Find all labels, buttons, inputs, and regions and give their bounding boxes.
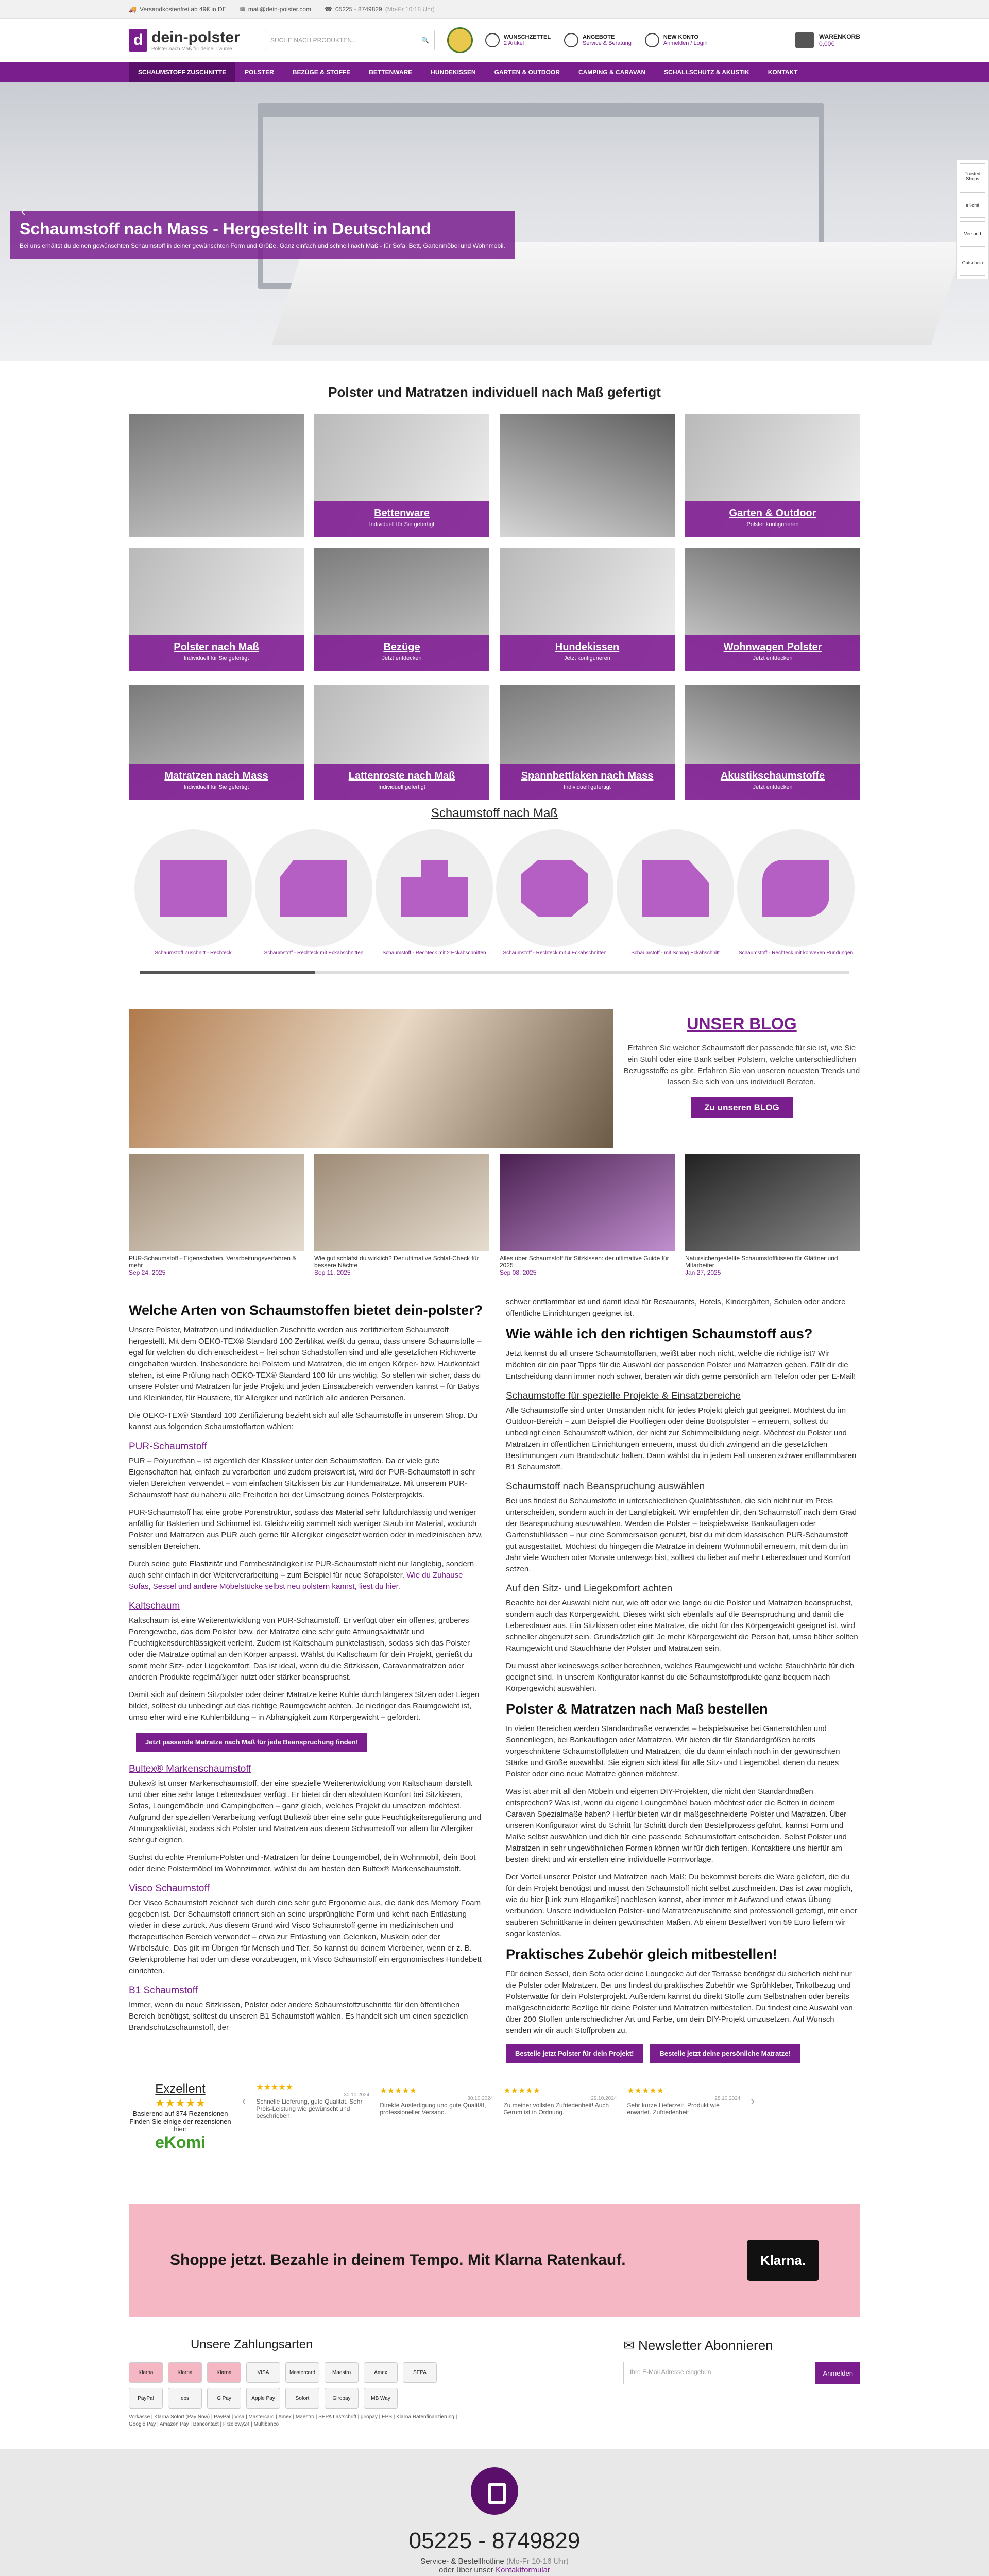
newsletter-submit-button[interactable]: Anmelden [815, 2362, 860, 2384]
order-polster-button[interactable]: Bestelle jetzt Polster für dein Projekt! [506, 2044, 643, 2063]
mail-icon: ✉ [240, 6, 245, 13]
trust-seal-icon [447, 27, 473, 53]
mastercard-icon: Mastercard [285, 2362, 319, 2383]
payment-title: Unsere Zahlungsarten [191, 2337, 313, 2351]
nav-item-garten[interactable]: GARTEN & OUTDOOR [494, 69, 560, 76]
four-corner-shape-icon [521, 860, 588, 917]
category-tile-lattenroste[interactable]: Lattenroste nach Maß Individuell gefertigt [314, 685, 489, 800]
slide-item[interactable]: Schaumstoff - mit Schräg Eckabschnitt [617, 829, 734, 973]
top-bar [0, 0, 989, 19]
cart-button[interactable]: WARENKORB 0,00€ [795, 32, 860, 48]
tag-icon [564, 33, 578, 47]
promo-badge[interactable]: Trusted Shops [960, 163, 985, 189]
star-rating-icon: ★★★★★ [155, 2096, 206, 2109]
category-tile-spannbettlaken[interactable]: Spannbettlaken nach Mass Individuell gefertigt [500, 685, 675, 800]
applepay-icon: Apple Pay [246, 2388, 280, 2409]
giropay-icon: Giropay [325, 2388, 359, 2409]
truck-icon: 🚚 [129, 6, 137, 13]
visa-icon: VISA [246, 2362, 280, 2383]
blog-text: Erfahren Sie welcher Schaumstoff der passende für sie ist, wie Sie ein Stuhl oder eine Bank selber Polstern, welche unterschiedlichen Bezugsstoffe es gibt. Erfahren Sie von unseren neuesten Trends und lassen Sie sich von uns individuell Beraten. [623, 1044, 860, 1087]
nav-item-schallschutz[interactable]: SCHALLSCHUTZ & AKUSTIK [664, 69, 749, 76]
contact-form-link[interactable]: Kontaktformular [496, 2566, 550, 2574]
category-tile-hundekissen[interactable]: Hundekissen Jetzt konfigurieren [500, 548, 675, 671]
search-icon[interactable]: 🔍 [421, 37, 429, 44]
cart-icon [795, 32, 814, 48]
pur-link[interactable]: Wie du Zuhause Sofas, Sessel und andere Möbelstücke selbst neu polstern kannst, liest du hier. [129, 1571, 463, 1591]
blog-hero-image[interactable] [129, 1009, 613, 1148]
promo-badge[interactable]: Versand [960, 221, 985, 247]
eps-icon: eps [168, 2388, 202, 2409]
nav-item-kontakt[interactable]: KONTAKT [768, 69, 798, 76]
nav-item-polster[interactable]: POLSTER [245, 69, 274, 76]
category-tile-matratzen[interactable]: Matratzen nach Mass Individuell für Sie gefertigt [129, 685, 304, 800]
payment-icons [129, 2362, 469, 2409]
slide-item[interactable]: Schaumstoff - Rechteck mit 2 Eckabschnitten [376, 829, 493, 973]
category-tile-bezuege[interactable]: Bezüge Jetzt entdecken [314, 548, 489, 671]
blog-posts [129, 1154, 860, 1276]
blog-title[interactable]: UNSER BLOG [687, 1014, 797, 1033]
blog-section [129, 1009, 860, 1148]
nav-item-bezuege[interactable]: BEZÜGE & STOFFE [292, 69, 351, 76]
chevron-left-icon[interactable]: ‹ [242, 2094, 246, 2107]
hero-text: Bei uns erhältst du deinen gewünschten Schaumstoff in deiner gewünschten Form und Größe. Ganz einfach und schnell nach Maß - für Sofa, Bett, Gartenmöbel und Wohnmobil. [20, 242, 505, 249]
category-tile-polster[interactable]: Polster nach Maß Individuell für Sie gefertigt [129, 548, 304, 671]
category-grid-2 [0, 685, 989, 800]
two-corner-shape-icon [401, 860, 468, 917]
hero-caption [10, 211, 515, 259]
category-tile[interactable] [500, 414, 675, 537]
nav-item-camping[interactable]: CAMPING & CARAVAN [578, 69, 646, 76]
review-card: ★★★★★ 30.10.2024 Direkte Ausfertigung und gute Qualität, professioneller Versand. [380, 2087, 493, 2116]
newsletter-email-input[interactable]: Ihre E-Mail Adresse eingeben [623, 2362, 815, 2384]
newsletter: ✉ Newsletter Abonnieren Ihre E-Mail Adresse eingeben Anmelden [623, 2337, 860, 2428]
nav-item-schaumstoff[interactable]: SCHAUMSTOFF ZUSCHNITTE [129, 62, 235, 82]
matratze-finden-button[interactable]: Jetzt passende Matratze nach Maß für jede Beanspruchung finden! [136, 1733, 367, 1752]
blog-button[interactable]: Zu unseren BLOG [691, 1097, 792, 1118]
seo-article: Welche Arten von Schaumstoffen bietet dein-polster? Unsere Polster, Matratzen und individuellen Zuschnitte werden aus zertifiziertem Schaumstoff hergestellt. Mit dem OEKO-TEX® Standard 100 Zertifikat weißt du genau, dass unsere Schaumstoffe – egal für welchen du dich entscheidest – frei schon Schadstoffen sind und alle gesetzlichen Richtwerte eingehalten wurden. Insbesondere bei Polstern und Matratzen, die im engen Körper- bzw. Hautkontakt stehen, ist eine Prüfung nach OEKO-TEX® Standard 100 für uns wichtig. So stellen wir sicher, dass du unsere Polster und Matratzen für jede Projekt und jeden Einsatzbereich verwenden kannst – für Babys und Kleinkinder, für Haustiere, für Allergiker und natürlich alle anderen Personen. Die OEKO-TEX® Standard 100 Zertifizierung bezieht sich auf alle Schaumstoffe in unserem Shop. Du kannst aus folgenden Schaumstoffarten wählen: PUR-Schaumstoff PUR – Polyurethan – ist eigentlich der Klassiker unter den Schaumstoffen. Da er viele gute Eigenschaften hat, einfach zu verarbeiten und zudem preiswert ist, wird der PUR-Schaumstoff in sehr vielen Bereichen verwendet – vom einfachen Sitzkissen bis zur Hundematratze. Mit unserem PUR-Schaumstoff hast du nahezu alle Freiheiten bei der Umsetzung deines Polsterprojekts. PUR-Schaumstoff hat eine grobe Porenstruktur, sodass das Material sehr luftdurchlässig und weniger anfällig für Bakterien und Schimmel ist. Gleichzeitig sammelt sich weniger Staub im Material, wodurch Polster und Matratzen aus PUR auch gerne für Allergiker eingesetzt werden oder in medizinischen bzw. sensiblen Bereichen. Durch seine gute Elastizität und Formbeständigkeit ist PUR-Schaumstoff nicht nur langlebig, sondern auch sehr einfach in der Weiterverarbeitung – zum Beispiel für neue Sofapolster. Wie du Zuhause Sofas, Sessel und andere Möbelstücke selbst neu polstern kannst, liest du hier. Kaltschaum Kaltschaum ist eine Weiterentwicklung von PUR-Schaumstoff. Er verfügt über ein offenes, gröberes Porengewebe, das dem Polster bzw. der Matratze eine sehr gute Atmungsaktivität und Feuchtigkeitsdurchlässigkeit verleiht. Zudem ist Kaltschaum punktelastisch, sodass sich das Polster oder die Matratze optimal an den Körper anpasst. Wählst du Kaltschaum für dein Projekt, genießt du somit mehr Sitz- oder Liegekomfort. Das ist ideal, wenn du die Sitzkissen, Caravanmatratzen oder anderen Produkte regelmäßiger nutzt oder stärker beanspruchst. Damit sich auf deinem Sitzpolster oder deiner Matratze keine Kuhle durch längeres Sitzen oder Liegen bildet, solltest du unbedingt auf das richtige Raumgewicht achten. Je niedriger das Raumgewicht ist, umso eher wird eine Kuhlenbildung – in Abhängigkeit zum Körpergewicht – gefördert. Jetzt passende Matratze nach Maß für jede Beanspruchung finden! Bultex® Markenschaumstoff Bultex® ist unser Markenschaumstoff, der eine spezielle Weiterentwicklung von Kaltschaum darstellt und über eine sehr lange Lebensdauer verfügt. Er bietet dir den absoluten Komfort bei Sitzkissen, Sofas, Loungemöbeln und Campingbetten – ganz gleich, welches Projekt du umsetzen möchtest. Aufgrund der speziellen Verarbeitung verfügt Bultex® über eine sehr gute Feuchtigkeitsregulierung und Atmungsaktivität, sodass sich Polster und Matratzen aus diesem Schaumstoff vor allem für Allergiker sehr gut eignen. Suchst du echte Premium-Polster und -Matratzen für deine Loungemöbel, dein Wohnmobil, dein Boot oder deine Polstermöbel im Wohnzimmer, wählst du am besten den Bultex® Markenschaumstoff. Visco Schaumstoff Der Visco Schaumstoff zeichnet sich durch eine sehr gute Ergonomie aus, die dank des Memory Foam gegeben ist. Der Schaumstoff erinnert sich an seine ursprüngliche Form und kehrt nach Entlastung wieder in diese zurück. Aus diesem Grund wird Visco Schaumstoff gerne im medizinischen und therapeutischen Bereich verwendet – etwa zur Entlastung von Gelenken, Muskeln oder der Wirbelsäule. Das gilt im Übrigen für Mensch und Tier. So kannst du deinem Vierbeiner, wenn er z. B. Gelenkprobleme hat oder um diese vorzubeugen, mit Visco Schaumstoff ein ergonomisches Hundebett einrichten. B1 Schaumstoff Immer, wenn du neue Sitzkissen, Polster oder andere Schaumstoffzuschnitte für den öffentlichen Bereich benötigst, solltest du unseren B1 Schaumstoff wählen. Es handelt sich um einen speziellen Brandschutzschaumstoff, der schwer entflammbar ist und damit ideal für Restaurants, Hotels, Kindergärten, Schulen oder andere öffentliche Einrichtungen geeignet ist. Wie wähle ich den richtigen Schaumstoff aus? Jetzt kennst du all unsere Schaumstoffarten, weißt aber noch nicht, welche die richtige ist? Wir möchten dir ein paar Tipps für die Auswahl der passenden Polster und Matratzen geben. Fällt dir die Entscheidung dann immer noch schwer, beraten wir dich gerne persönlich am Telefon oder per E-Mail! Schaumstoffe für spezielle Projekte & Einsatzbereiche Alle Schaumstoffe sind unter Umständen nicht für jedes Projekt gleich gut geeignet. Möchtest du im Outdoor-Bereich – zum Beispiel die Poolliegen oder deine Bootspolster – erneuern, solltest du unbedingt einen Schaumstoff wählen, der nicht zur Schimmelbildung neigt. Möchtest du Polster und Matratzen in öffentlichen Einrichtungen erneuern, musst du dich zwingend an die gesetzlichen Bestimmungen zum Brandschutz halten. Dann wählst du in jedem Fall unseren schwer entflammbaren B1 Schaumstoff. Schaumstoff nach Beanspruchung auswählen Bei uns findest du Schaumstoffe in unterschiedlichen Qualitätsstufen, die sich nicht nur im Preis unterscheiden, sondern auch in der Langlebigkeit. Wir empfehlen dir, den Schaumstoff nach dem Grad der Beanspruchung auszuwählen. Werden die Polster – beispielsweise Bankauflagen oder Gartenstuhlkissen – nur eine Sommersaison genutzt, bist du mit dem klassischen PUR-Schaumstoff gut ausgestattet. Möchtest du hingegen die Matratze in deinem Wohnmobil erneuern, mit dem du im Jahr viele Wochen oder Monate unterwegs bist, solltest du lieber auf mehr Lebensdauer und Komfort setzen. Auf den Sitz- und Liegekomfort achten Beachte bei der Auswahl nicht nur, wie oft oder wie lange du die Polster und Matratzen beanspruchst, sondern auch das Körpergewicht. Dieses wirkt sich ebenfalls auf die Beanspruchung und damit die Lebensdauer aus. Ein Sitzkissen oder eine Matratze, die nicht für das Körpergewicht geeignet ist, wird schneller abgenutzt sein. Grundsätzlich gilt: Je mehr Körpergewicht die Person hat, umso höher sollten Raumgewicht und Stauchhärte der Polster und Matratzen sein. Du musst aber keineswegs selber berechnen, welches Raumgewicht und welche Stauchhärte für dich geeignet sind. In unserem Konfigurator kannst du die Schaumstoffprodukte ganz bequem nach Körpergewicht auswählen. Polster & Matratzen nach Maß bestellen In vielen Bereichen werden Standardmaße verwendet – beispielsweise bei Gartenstühlen und Sonnenliegen, bei Bankauflagen oder Matratzen. Wir bieten dir für Standardgrößen bereits vorgeschnittene Schaumstoffplatten und Matratzen, die du dann einfach noch in der gewünschten Stärke und Größe auswählst. Sie eignen sich ideal für alle Sitz- und Liegemöbel, denen du neues Polster oder eine neue Matratze gönnen möchtest. Was ist aber mit all den Möbeln und eigenen DIY-Projekten, die nicht den Standardmaßen entsprechen? Was ist, wenn du eigene Loungemöbel bauen möchtest oder die Betten in deinem Caravan Spezialmaße haben? Hierfür bieten wir dir maßgeschneiderte Polster und Matratzen. Über unseren Konfigurator wirst du Schritt für Schritt durch den Bestellprozess geführt, kannst Form und Maße selbst auswählen und dich für eine passende Schaumstoffart entscheiden. Selbst Polster und Matratzen in sehr ungewöhnlichen Formen können wir für dich fertigen. Kontaktiere uns hierfür am besten direkt und wir erstellen eine individuelle Formvorlage. Der Vorteil unserer Polster und Matratzen nach Maß: Du bekommst bereits die Ware geliefert, die du für dein Projekt benötigst und musst den Schaumstoff nicht selbst zuschneiden. Das ist zwar möglich, wie du hier [Link zum Blogartikel] nachlesen kannst, aber immer mit Aufwand und etwas Übung verbunden. Unsere individuellen Polster- und Matratzenzuschnitte sind professionell gefertigt, mit einer sauberen Schnittkante in deinen gewünschten Maßen. Ab einem Bestellwert von 59 Euro liefern wir sogar kostenlos. Praktisches Zubehör gleich mitbestellen! Für deinen Sessel, dein Sofa oder deine Loungecke auf der Terrasse benötigst du sicherlich nicht nur die Polster oder Matratzen. Bei uns findest du praktisches Zubehör wie Sprühkleber, Trikotbezug und Polsterwatte für dein Polsterprojekt. Außerdem kannst du direkt Stoffe zum Selbstnähen oder bereits maßgeschneiderte Bezüge für deine Polster und Matratzen mitbestellen. Du findest eine Auswahl von über 200 Stoffen unterschiedlicher Art und Farbe, um dein DIY-Projekt umzusetzen. Auf Wunsch senden wir dir auch Stoffproben zu. Bestelle jetzt Polster für dein Projekt! Bestelle jetzt deine persönliche Matratze! [129, 1297, 860, 2063]
category-grid [0, 414, 989, 671]
sepa-icon: SEPA [403, 2362, 437, 2383]
category-tile[interactable] [129, 414, 304, 537]
hero-slider [0, 82, 989, 361]
wishlist-link[interactable]: WUNSCHZETTEL 2 Artikel [485, 33, 551, 47]
slider-scrollbar[interactable] [140, 971, 849, 974]
review-card: ★★★★★ 28.10.2024 Sehr kurze Lieferzeit. Produkt wie erwartet. Zufriedenheit [627, 2087, 741, 2116]
main-nav [0, 62, 989, 82]
search-input[interactable]: SUCHE NACH PRODUKTEN... 🔍 [265, 30, 435, 50]
category-tile-bettenware[interactable]: Bettenware Individuell für Sie gefertigt [314, 414, 489, 537]
promo-badges [956, 160, 989, 279]
klarna-banner[interactable]: Shoppe jetzt. Bezahle in deinem Tempo. Mit Klarna Ratenkauf. Klarna. [129, 2204, 860, 2317]
maestro-icon: Maestro [325, 2362, 359, 2383]
chevron-right-icon[interactable]: › [751, 2094, 755, 2107]
paypal-icon: PayPal [129, 2388, 163, 2409]
amex-icon: Amex [364, 2362, 398, 2383]
account-link[interactable]: NEW KONTO Anmelden / Login [645, 33, 708, 47]
slider-title: Schaumstoff nach Maß [431, 806, 558, 820]
corner-cut-shape-icon [280, 860, 347, 917]
shipping-info: 🚚 Versandkostenfrei ab 49€ in DE [129, 6, 227, 13]
logo[interactable]: d dein-polster Polster nach Maß für deine Träume [129, 29, 252, 52]
slide-item[interactable]: Schaumstoff - Rechteck mit Eckabschnitten [255, 829, 372, 973]
heart-icon [485, 33, 500, 47]
klarna-icon: Klarna [129, 2362, 163, 2383]
categories-title: Polster und Matratzen individuell nach Maß gefertigt [328, 384, 661, 400]
order-matratze-button[interactable]: Bestelle jetzt deine persönliche Matratze! [650, 2044, 799, 2063]
rectangle-shape-icon [160, 860, 227, 917]
promo-badge[interactable]: eKomi [960, 192, 985, 218]
phone-icon: ☎ [325, 6, 332, 13]
shape-slider [129, 824, 860, 978]
user-icon [645, 33, 659, 47]
ekomi-logo[interactable]: eKomi [155, 2133, 206, 2151]
phone-icon [471, 2467, 518, 2515]
slant-shape-icon [642, 860, 709, 917]
payment-text: Vorkasse | Klarna Sofort (Pay Now) | PayPal | Visa | Mastercard | Amex | Maestro | SEPA Lastschrift | giropay | EPS | Klarna Ratenfinanzierung | Google Pay | Amazon Pay | Bancontact | Przelewy24 | Multibanco [129, 2414, 457, 2427]
nav-item-bettenware[interactable]: BETTENWARE [369, 69, 413, 76]
review-card: ★★★★★ 29.10.2024 Zu meiner vollsten Zufriedenheit! Auch Gerum ist in Ordnung. [503, 2087, 617, 2116]
chevron-left-icon[interactable]: ‹ [21, 203, 26, 219]
footer-phone[interactable]: 05225 - 8749829 [408, 2528, 581, 2553]
blog-post[interactable]: PUR-Schaumstoff - Eigenschaften, Verarbeitungsverfahren & mehr Sep 24, 2025 [129, 1154, 304, 1276]
blog-post[interactable]: Alles über Schaumstoff für Sitzkissen: der ultimative Guide für 2025 Sep 08, 2025 [500, 1154, 675, 1276]
slide-item[interactable]: Schaumstoff - Rechteck mit 4 Eckabschnitten [496, 829, 613, 973]
convex-shape-icon [762, 860, 829, 917]
klarna-icon: Klarna [207, 2362, 241, 2383]
footer: 05225 - 8749829 Service- & Bestellhotline (Mo-Fr 10-16 Uhr) oder über unser Kontaktformular [0, 2449, 989, 2576]
promo-badge[interactable]: Gutschein [960, 250, 985, 276]
blog-post[interactable]: Natursichergestellte Schaumstoffkissen für Glättner und Mitarbeiter Jan 27, 2025 [685, 1154, 860, 1276]
klarna-icon: Klarna [168, 2362, 202, 2383]
blog-post[interactable]: Wie gut schläfst du wirklich? Der ultimative Schlaf-Check für bessere Nächte Sep 11, 2025 [314, 1154, 489, 1276]
klarna-logo: Klarna. [747, 2240, 819, 2281]
reviews-section [129, 2082, 860, 2152]
slide-item[interactable]: Schaumstoff Zuschnitt - Rechteck [134, 829, 252, 973]
header [0, 19, 989, 62]
category-tile-akustik[interactable]: Akustikschaumstoffe Jetzt entdecken [685, 685, 860, 800]
payment-newsletter [129, 2337, 860, 2428]
offers-link[interactable]: ANGEBOTE Service & Beratung [564, 33, 632, 47]
nav-item-hundekissen[interactable]: HUNDEKISSEN [431, 69, 476, 76]
category-tile-wohnwagen[interactable]: Wohnwagen Polster Jetzt entdecken [685, 548, 860, 671]
mbway-icon: MB Way [364, 2388, 398, 2409]
hero-title: Schaumstoff nach Mass - Hergestellt in Deutschland [20, 219, 431, 238]
mail-icon: ✉ [623, 2337, 639, 2353]
slide-item[interactable]: Schaumstoff - Rechteck mit konvexen Rundungen [737, 829, 855, 973]
sofort-icon: Sofort [285, 2388, 319, 2409]
email-link[interactable]: ✉ mail@dein-polster.com [240, 6, 312, 13]
phone-link[interactable]: ☎ 05225 - 8749829 (Mo-Fr 10:18 Uhr) [325, 6, 435, 13]
logo-icon: d [129, 29, 147, 52]
ekomi-widget: Exzellent ★★★★★ Basierend auf 374 Rezensionen Finden Sie einige der rezensionen hier: eKomi [129, 2082, 231, 2151]
category-tile-garten[interactable]: Garten & Outdoor Polster konfigurieren [685, 414, 860, 537]
gpay-icon: G Pay [207, 2388, 241, 2409]
review-card: ★★★★★ 30.10.2024 Schnelle Lieferung, gute Qualität. Sehr Preis-Leistung wie gewünscht und beschrieben [256, 2083, 370, 2120]
